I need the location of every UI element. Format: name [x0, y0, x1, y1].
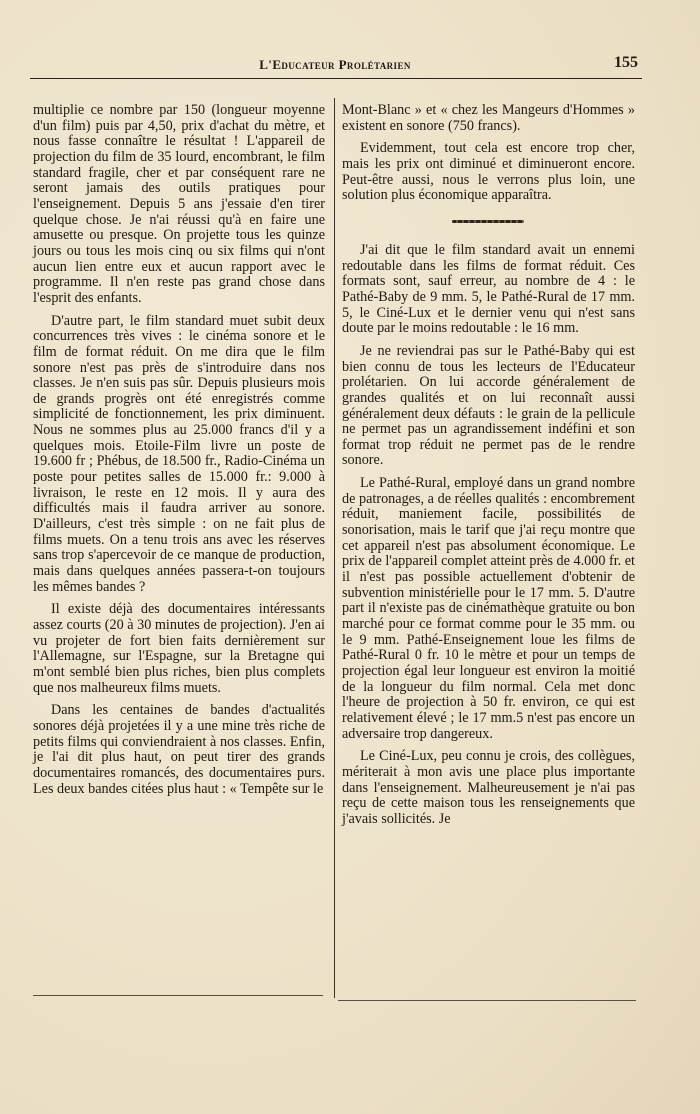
paragraph: D'autre part, le film standard muet subit deux concurrences très vives : le cinéma sonore et le film de format réduit. On me dira que le film sonore n'est pas près de s'introduire dans nos classes. Je n'en suis pas sûr. Depuis plusieurs mois de grands progrès ont été enregistrés comme simplicité de fonctionnement, les prix diminuent. Nous ne sommes plus au 25.000 francs d'il y a quelques mois. Etoile-Film livre un poste de 19.600 fr ; Phébus, de 18.500 fr., Radio-Cinéma un poste pour petites salles de 15.000 fr.: 9.000 à livraison, le reste en 12 mois. Il y aura des difficultés mais il faudra arriver au sonore. D'ailleurs, c'est très simple : on ne fait plus de films muets. On a tenu trois ans avec les réserves sans trop s'apercevoir de ce manque de production, mais dans quelques années passera-t-on toujours les mêmes bandes ?	[33, 312, 325, 595]
journal-title: L'Educateur Prolétarien	[259, 57, 411, 72]
section-ornament	[342, 211, 635, 231]
paragraph: J'ai dit que le film standard avait un ennemi redoutable dans les films de format réduit. Ces formats sont, sauf erreur, au nombre de 4 : le Pathé-Baby de 9 mm. 5, le Pathé-Rural de 17 mm. 5, le Ciné-Lux et le dernier venu qui n'est sans doute par le moins redoutable : le 16 mm.	[342, 241, 635, 337]
paragraph: Le Ciné-Lux, peu connu je crois, des collègues, mériterait à mon avis une place plus importante dans l'enseignement. Malheureusement je n'ai pas reçu de cette maison tous les renseignements que j'avais sollicités. Je	[342, 748, 635, 827]
paragraph: Mont-Blanc » et « chez les Mangeurs d'Hommes » existent en sonore (750 francs).	[342, 102, 635, 134]
right-column	[342, 103, 635, 835]
paragraph: Dans les centaines de bandes d'actualités sonores déjà projetées il y a une mine très riche de petits films qui conviendraient à nos classes. Enfin, je l'ai dit plus haut, on peut tirer des grands documentaires romancés, des documentaires purs. Les deux bandes citées plus haut : « Tempête sur le	[33, 702, 325, 797]
column-end-rule	[33, 995, 323, 996]
page-number: 155	[614, 54, 638, 71]
left-column	[33, 103, 325, 804]
column-divider	[334, 98, 335, 998]
column-end-rule	[338, 1000, 636, 1001]
header-rule	[30, 78, 642, 79]
paragraph: Il existe déjà des documentaires intéressants assez courts (20 à 30 minutes de projection). J'en ai vu projeter de fort bien faits dernièrement sur l'Allemagne, sur l'Espagne, sur la Bretagne qui m'ont semblé bien plus riches, bien plus complets que nos malheureux films muets.	[33, 601, 325, 696]
paragraph: Le Pathé-Rural, employé dans un grand nombre de patronages, a de réelles qualités : encombrement réduit, maniement facile, possibilités de sonorisation, mais le tarif que j'ai reçu montre que cet appareil n'est pas absolument économique. Le prix de l'appareil complet atteint près de 4.000 fr. et il n'est pas possible actuellement d'obtenir de subvention ministérielle pour le 17 mm. 5. D'autre part il n'existe pas de cinémathèque gratuite ou bon marché pour ce format comme pour le 35 mm. ou le 9 mm. Pathé-Enseignement loue les films de Pathé-Rural 0 fr. 10 le mètre et pour un temps de projection égal leur longueur est environ la moitié de la longueur du film normal. Cela met donc l'heure de projection à 50 fr. environ, ce qui est relativement élevé ; le 17 mm.5 n'est pas encore un adversaire trop dangereux.	[342, 475, 635, 742]
running-head	[30, 54, 640, 76]
paragraph: Je ne reviendrai pas sur le Pathé-Baby qui est bien connu de tous les lecteurs de l'Educateur prolétarien. On lui accorde généralement de grandes qualités et on lui reconnaît aussi généralement deux défauts : le grain de la pellicule ne permet pas un agrandissement indéfini et son format trop réduit ne permet pas de le rendre sonore.	[342, 342, 635, 469]
paragraph: multiplie ce nombre par 150 (longueur moyenne d'un film) puis par 4,50, prix d'achat du mètre, et nous fasse connaître le résultat ! L'appareil de projection du film de 35 lourd, encombrant, le film standard fragile, cher et par conséquent rare ne seront jamais des outils pratiques pour l'enseignement. Depuis 5 ans j'essaie d'en tirer quelque chose. Je n'ai réussi qu'à en faire une amusette ou presque. On projette tous les quinze jours ou tous les mois cinq ou six films qui n'ont aucun lien entre eux et aucun rapport avec le programme. Il n'en reste pas grand chose dans l'esprit des enfants.	[33, 102, 325, 306]
paragraph: Evidemment, tout cela est encore trop cher, mais les prix ont diminué et diminueront encore. Peut-être aussi, nous le verrons plus loin, une solution plus économique apparaîtra.	[342, 140, 635, 204]
